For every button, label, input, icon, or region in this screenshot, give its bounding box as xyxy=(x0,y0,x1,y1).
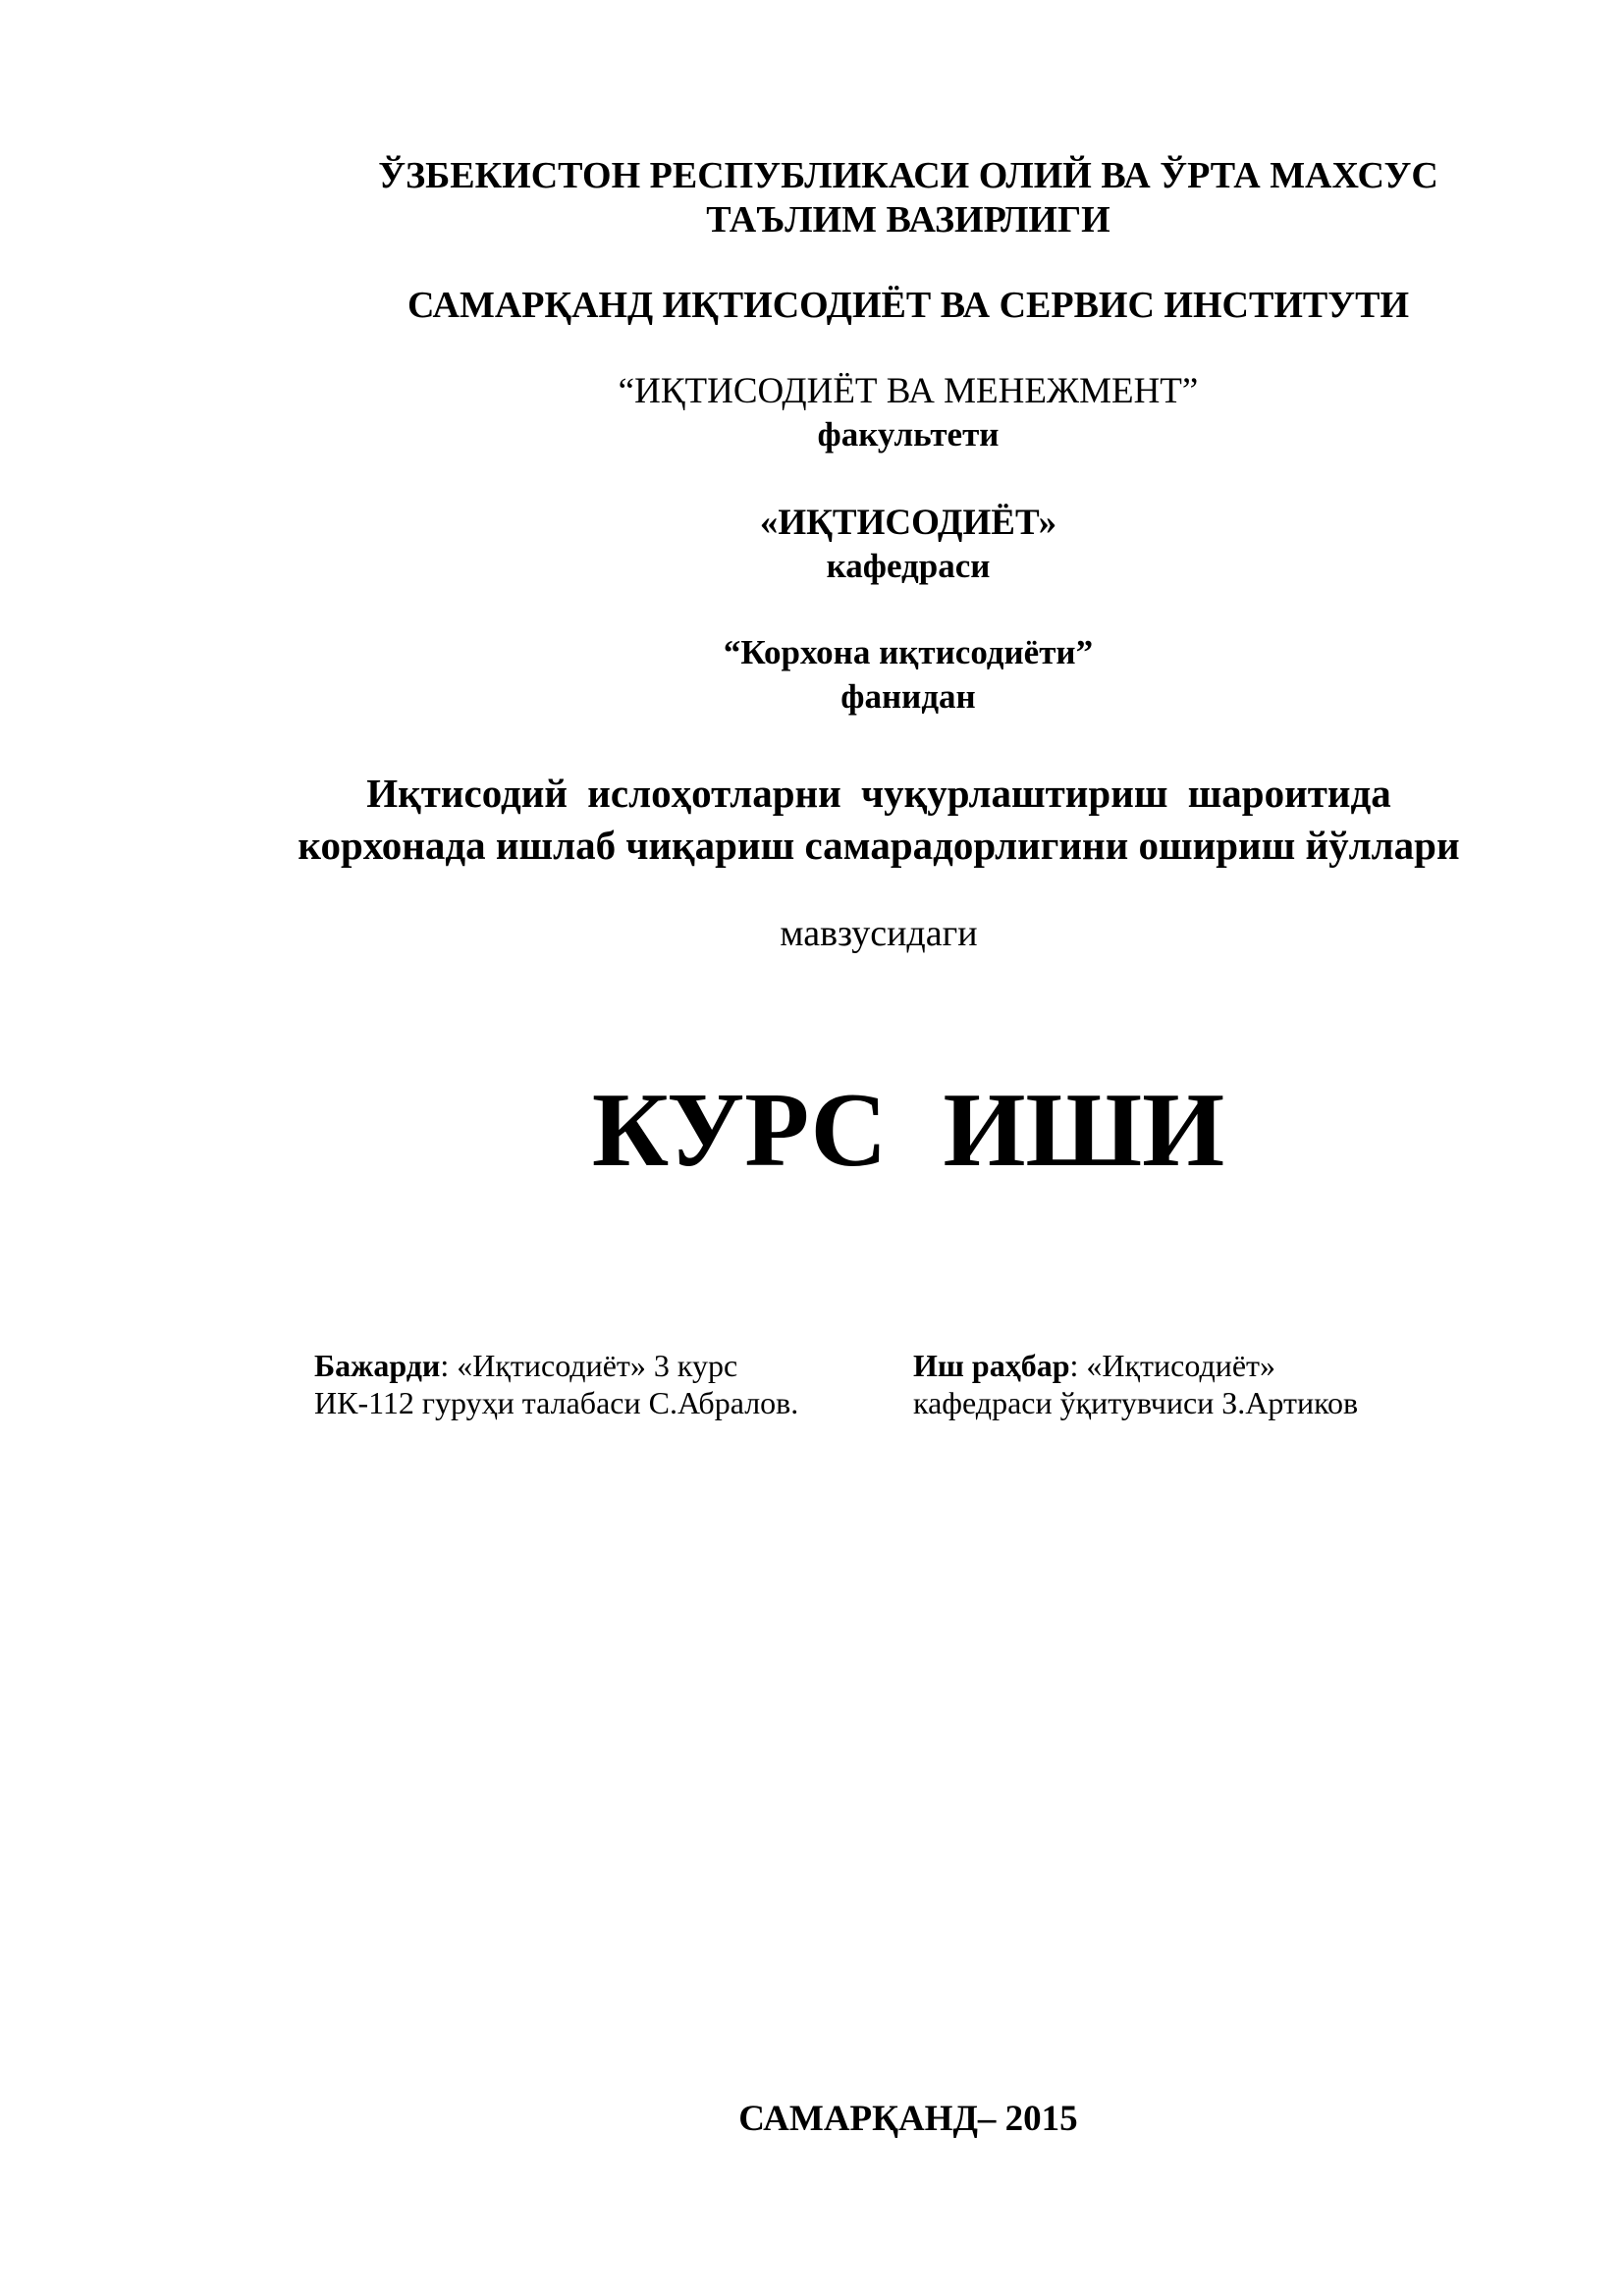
city-year: САМАРҚАНД– 2015 xyxy=(738,2099,1078,2139)
performer-line-1 xyxy=(314,1347,798,1384)
department-name: «ИҚТИСОДИЁТ» xyxy=(759,503,1057,543)
institute-name: САМАРҚАНД ИҚТИСОДИЁТ ВА СЕРВИС ИНСТИТУТИ xyxy=(406,285,1410,326)
topic-title-line-1: Иқтисодий ислоҳотларни чуқурлаштириш шароитида xyxy=(366,771,1391,816)
document-type-title: КУРС ИШИ xyxy=(591,1072,1225,1189)
supervisor-line-1 xyxy=(913,1347,1358,1384)
supervisor-department: : «Иқтисодиёт» xyxy=(1069,1348,1276,1383)
performer-line-2: ИК-112 гуруҳи талабаси С.Абралов. xyxy=(314,1385,799,1421)
performer-block xyxy=(314,1347,798,1422)
ministry-line-1: ЎЗБЕКИСТОН РЕСПУБЛИКАСИ ОЛИЙ ВА ЎРТА МАХСУС xyxy=(378,155,1438,196)
ministry-line-2: ТАЪЛИМ ВАЗИРЛИГИ xyxy=(706,199,1110,240)
faculty-name: “ИҚТИСОДИЁТ ВА МЕНЕЖМЕНТ” xyxy=(618,371,1199,411)
supervisor-block xyxy=(913,1347,1358,1422)
subject-label: фанидан xyxy=(840,677,976,716)
department-label: кафедраси xyxy=(826,547,991,585)
performer-label: Бажарди xyxy=(314,1348,441,1383)
topic-title-line-2: корхонада ишлаб чиқариш самарадорлигини ошириш йўллари xyxy=(298,823,1460,868)
subject-name: “Корхона иқтисодиёти” xyxy=(723,633,1094,671)
faculty-label: факультети xyxy=(817,415,1000,454)
supervisor-label: Иш раҳбар xyxy=(913,1348,1070,1383)
supervisor-line-2: кафедраси ўқитувчиси З.Артиков xyxy=(913,1385,1359,1421)
performer-course: : «Иқтисодиёт» 3 курс xyxy=(440,1348,738,1383)
topic-suffix: мавзусидаги xyxy=(780,913,978,954)
